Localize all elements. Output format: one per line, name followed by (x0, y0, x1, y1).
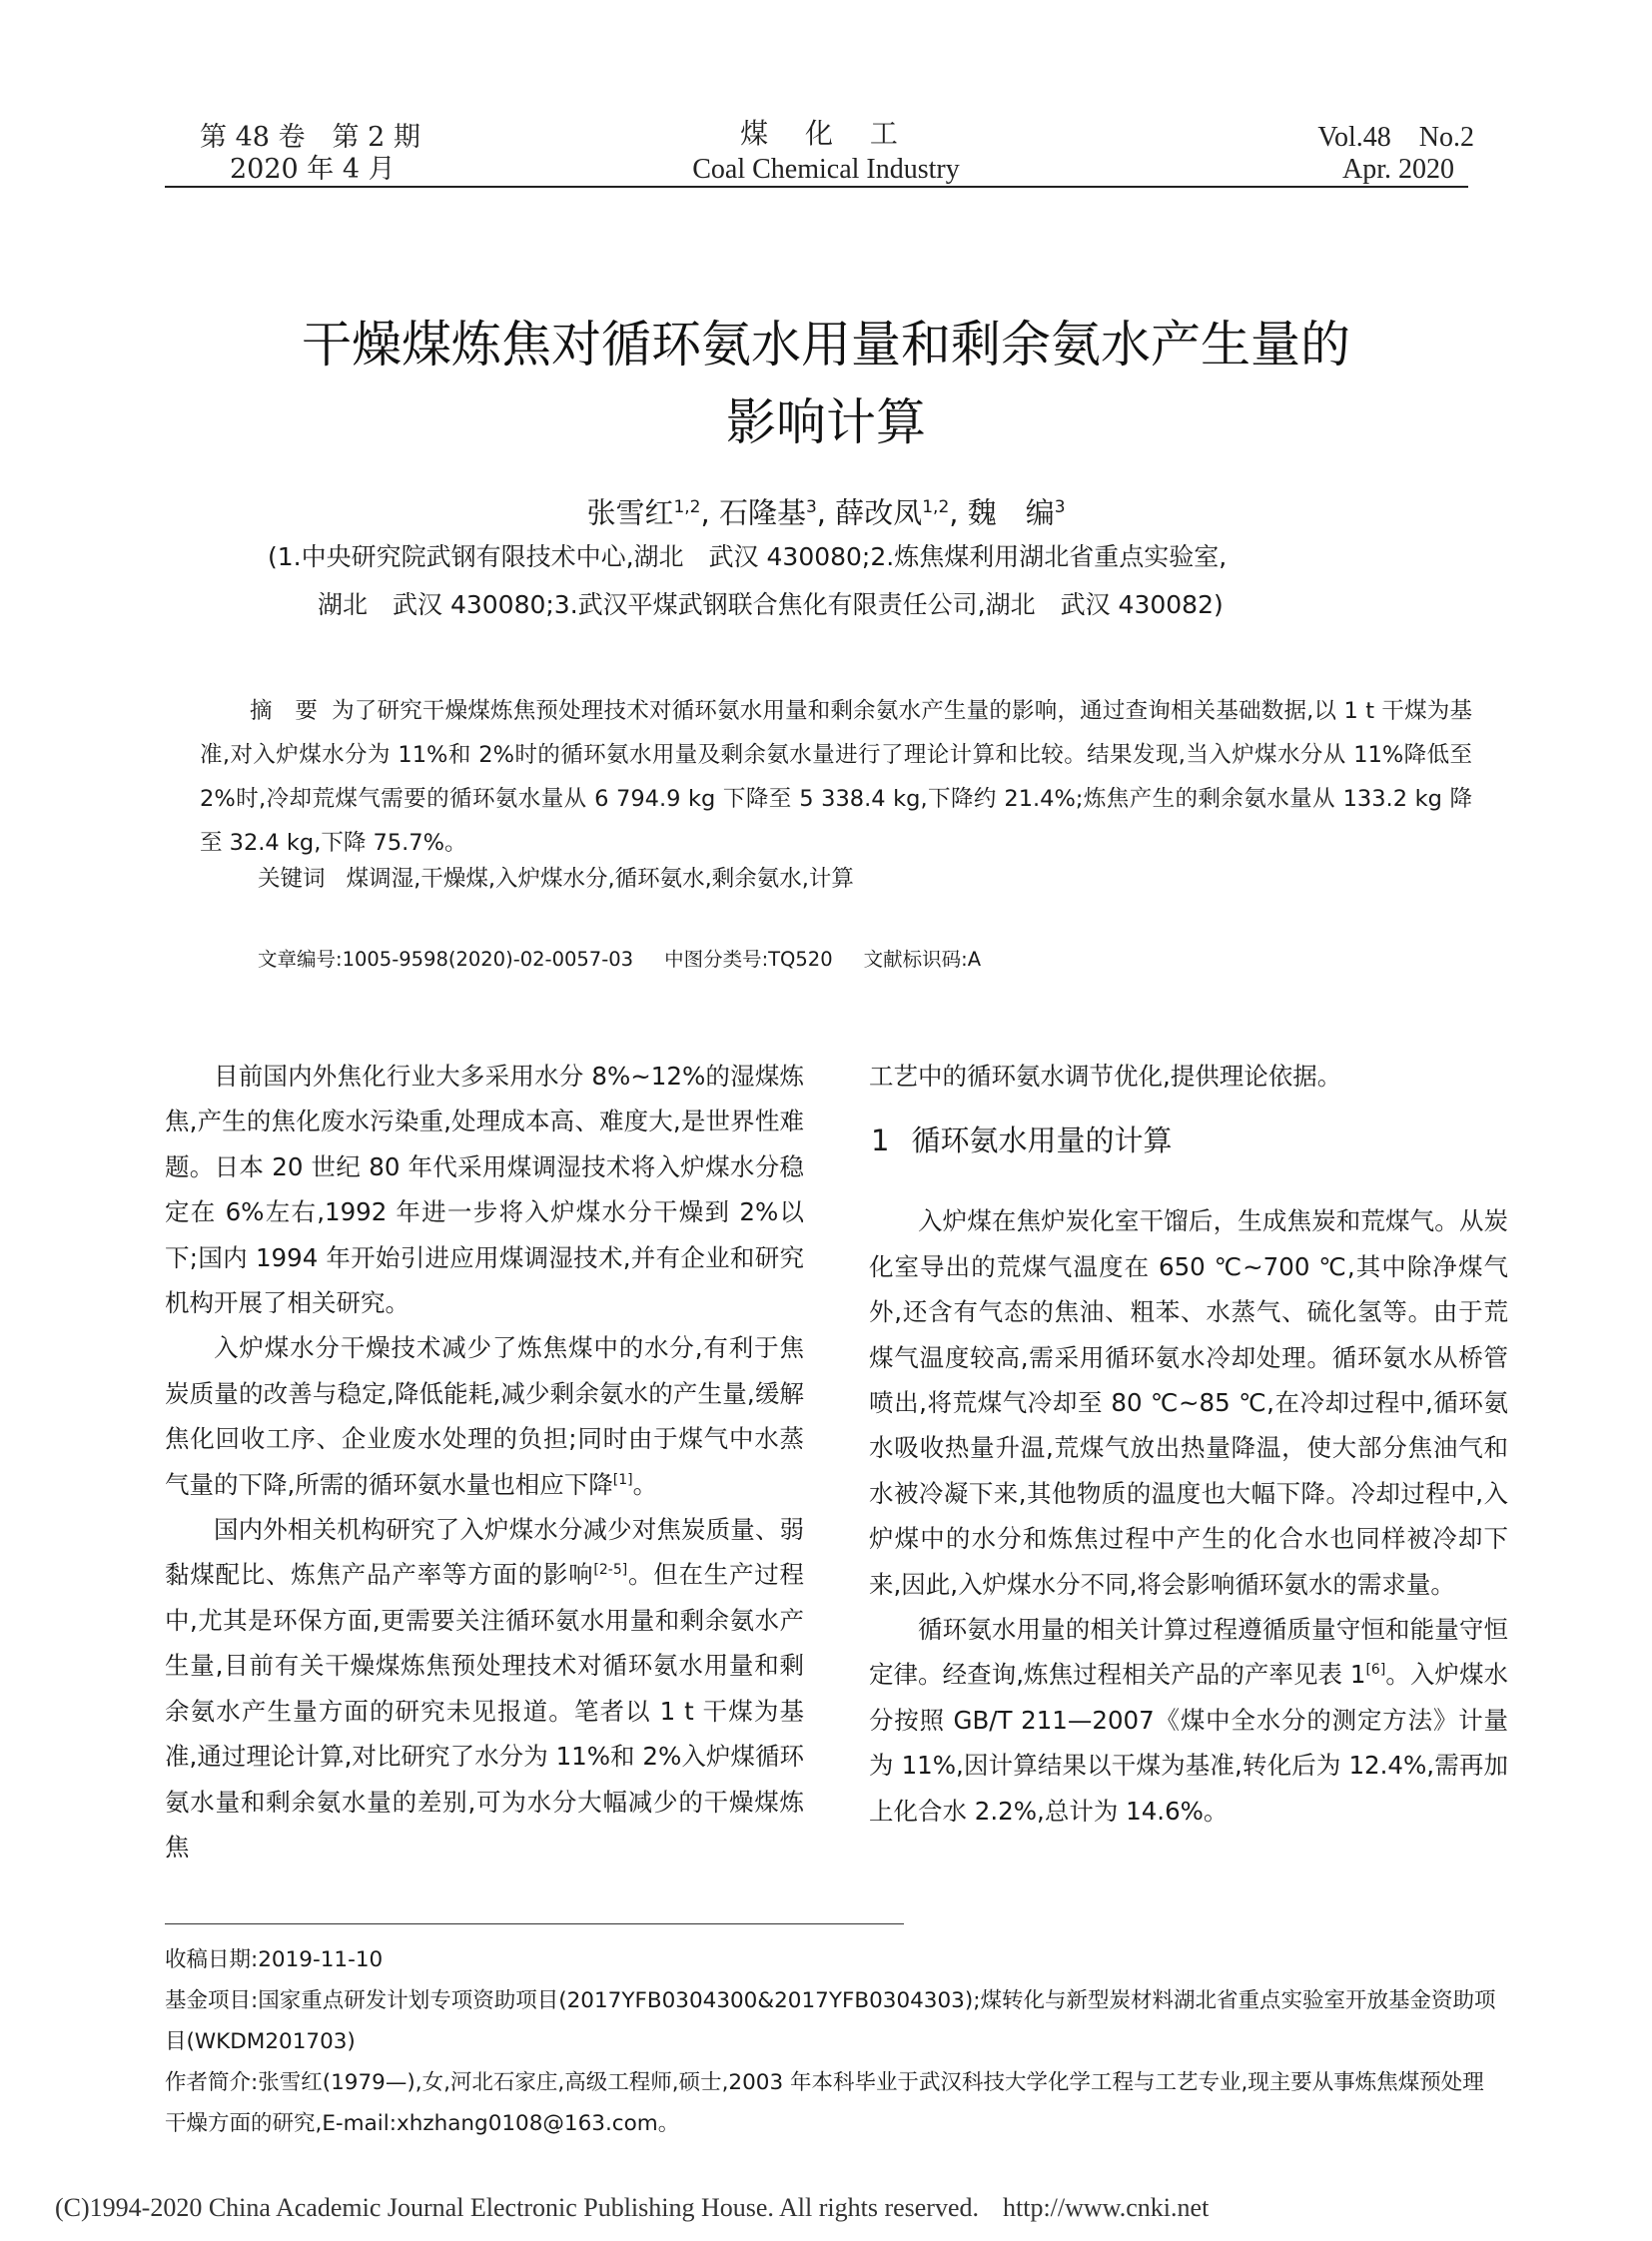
received-date: 收稿日期:2019-11-10 (165, 1947, 384, 1972)
journal-name-en: Coal Chemical Industry (692, 154, 960, 185)
paragraph-text: 。入炉煤水分按照 GB/T 211—2007《煤中全水分的测定方法》计量为 11%,因计算结果以干煤为基准,转化后为 12.4%,需再加上化合水 2.2%,总计为 14.6%。 (869, 1660, 1509, 1826)
abstract-label: 摘 要 (250, 698, 319, 724)
abstract-text: 为了研究干燥煤炼焦预处理技术对循环氨水用量和剩余氨水产生量的影响，通过查询相关基础数据,以 1 t 干煤为基准,对入炉煤水分为 11%和 2%时的循环氨水用量及剩余氨水量进行了理论计算和比较。结果发现,当入炉煤水分从 11%降低至 2%时,冷却荒煤气需要的循环氨水量从 6 794.9 kg 下降至 5 338.4 kg,下降约 21.4%;炼焦产生的剩余氨水量从 133.2 kg 降至 32.4 kg,下降 75.7%。 (200, 698, 1472, 856)
journal-name-cn: 煤 化 工 (740, 117, 912, 150)
body-paragraph (165, 1054, 804, 1325)
document-code: 文献标识码:A (863, 948, 982, 971)
author-name: 石隆基 (718, 495, 806, 530)
footnote-rule (165, 1923, 904, 1924)
paragraph-text: 目前国内外焦化行业大多采用水分 8%~12%的湿煤炼焦,产生的焦化废水污染重,处理成本高、难度大,是世界性难题。日本 20 世纪 80 年代采用煤调湿技术将入炉煤水分稳定在 6%左右,1992 年进一步将入炉煤水分干燥到 2%以下;国内 1994 年开始引进应用煤调湿技术,并有企业和研究机构开展了相关研究。 (165, 1062, 804, 1318)
copyright-text: (C)1994-2020 China Academic Journal Electronic Publishing House. All rights reserved. (55, 2193, 979, 2222)
author-name: 薛改凤 (835, 495, 923, 530)
keywords (258, 859, 854, 899)
citation-mark: [6] (1365, 1662, 1386, 1679)
affiliation-line: 湖北 武汉 430080;3.武汉平煤武钢联合焦化有限责任公司,湖北 武汉 430082) (318, 590, 1224, 619)
classification-number: 中图分类号:TQ520 (664, 948, 833, 971)
footnotes (165, 1939, 1503, 2144)
running-header-left (200, 122, 420, 186)
section-title: 循环氨水用量的计算 (911, 1123, 1173, 1158)
keywords-label: 关键词 (258, 866, 326, 892)
body-paragraph (165, 1325, 804, 1507)
volume-issue: 第 48 卷 第 2 期 (200, 122, 420, 153)
body-paragraph-continuation: 工艺中的循环氨水调节优化,提供理论依据。 (869, 1062, 1342, 1091)
abstract (200, 689, 1472, 865)
keywords-text: 煤调湿,干燥煤,入炉煤水分,循环氨水,剩余氨水,计算 (346, 866, 854, 892)
running-header-center (599, 118, 1053, 186)
body-paragraph (869, 1607, 1508, 1834)
author-affiliation-mark: 3 (805, 497, 817, 517)
paragraph-text: 。 (632, 1469, 658, 1499)
section-number: 1 (871, 1123, 890, 1158)
running-header-right (1317, 122, 1474, 186)
author-name: 魏 编 (967, 495, 1055, 530)
issue-date-en: Apr. 2020 (1342, 154, 1454, 185)
body-paragraph (165, 1507, 804, 1869)
author-list: 张雪红$^{1,2}$, 石隆基$^3$, 薛改凤$^{1,2}$, 魏 编$^3$ (586, 495, 1066, 530)
article-metadata (258, 944, 981, 976)
author-bio: 作者简介:张雪红(1979—),女,河北石家庄,高级工程师,硕士,2003 年本科毕业于武汉科技大学化学工程与工艺专业,现主要从事炼焦煤预处理干燥方面的研究,E-mail:xhzhang0108@163.com。 (165, 2070, 1484, 2136)
author-affiliation-mark: 3 (1054, 497, 1066, 517)
issue-date-cn: 2020 年 4 月 (230, 154, 396, 185)
body-paragraph: 入炉煤在焦炉炭化室干馏后，生成焦炭和荒煤气。从炭化室导出的荒煤气温度在 650 ℃~700 ℃,其中除净煤气外,还含有气态的焦油、粗苯、水蒸气、硫化氢等。由于荒煤气温度较高,需采用循环氨水冷却处理。循环氨水从桥管喷出,将荒煤气冷却至 80 ℃~85 ℃,在冷却过程中,循环氨水吸收热量升温,荒煤气放出热量降温，使大部分焦油气和水被冷凝下来,其他物质的温度也大幅下降。冷却过程中,入炉煤中的水分和炼焦过程中产生的化合水也同样被冷却下来,因此,入炉煤水分不同,将会影响循环氨水的需求量。 (869, 1206, 1508, 1599)
body-column-right (869, 1054, 1508, 1834)
article-number: 文章编号:1005-9598(2020)-02-0057-03 (258, 948, 634, 971)
fund-info: 基金项目:国家重点研发计划专项资助项目(2017YFB0304300&2017YFB0304303);煤转化与新型炭材料湖北省重点实验室开放基金资助项目(WKDM201703) (165, 1988, 1496, 2054)
author-affiliation-mark: 1,2 (922, 497, 950, 517)
body-column-left (165, 1054, 804, 1869)
paper-title (140, 306, 1512, 461)
citation-mark: [1] (612, 1471, 633, 1488)
paragraph-text: 入炉煤水分干燥技术减少了炼焦煤中的水分,有利于焦炭质量的改善与稳定,降低能耗,减少剩余氨水的产生量,缓解焦化回收工序、企业废水处理的负担;同时由于煤气中水蒸气量的下降,所需的循环氨水量也相应下降 (165, 1333, 804, 1499)
paragraph-text: 国内外相关机构研究了入炉煤水分减少对焦炭质量、弱黏煤配比、炼焦产品产率等方面的影响 (165, 1515, 804, 1590)
paragraph-text: 循环氨水用量的相关计算过程遵循质量守恒和能量守恒定律。经查询,炼焦过程相关产品的产率见表 1 (869, 1615, 1508, 1690)
volume-number-en: Vol.48 No.2 (1317, 122, 1474, 153)
title-line-2: 影响计算 (726, 393, 926, 451)
affiliations (268, 533, 1416, 629)
copyright-url: http://www.cnki.net (1003, 2193, 1210, 2222)
author-name: 张雪红 (586, 495, 674, 530)
section-heading (869, 1120, 1508, 1160)
title-line-1: 干燥煤炼焦对循环氨水用量和剩余氨水产生量的 (302, 316, 1350, 374)
paragraph-text: 。但在生产过程中,尤其是环保方面,更需要关注循环氨水用量和剩余氨水产生量,目前有关干燥煤炼焦预处理技术对循环氨水用量和剩余氨水产生量方面的研究未见报道。笔者以 1 t 干煤为基准,通过理论计算,对比研究了水分为 11%和 2%入炉煤循环氨水量和剩余氨水量的差别,可为水分大幅减少的干燥煤炼焦 (165, 1560, 805, 1862)
author-affiliation-mark: 1,2 (673, 497, 701, 517)
copyright-line (55, 2193, 1209, 2223)
affiliation-line: (1.中央研究院武钢有限技术中心,湖北 武汉 430080;2.炼焦煤利用湖北省重点实验室, (268, 542, 1228, 571)
citation-mark: [2-5] (593, 1562, 628, 1579)
header-rule (165, 186, 1468, 188)
